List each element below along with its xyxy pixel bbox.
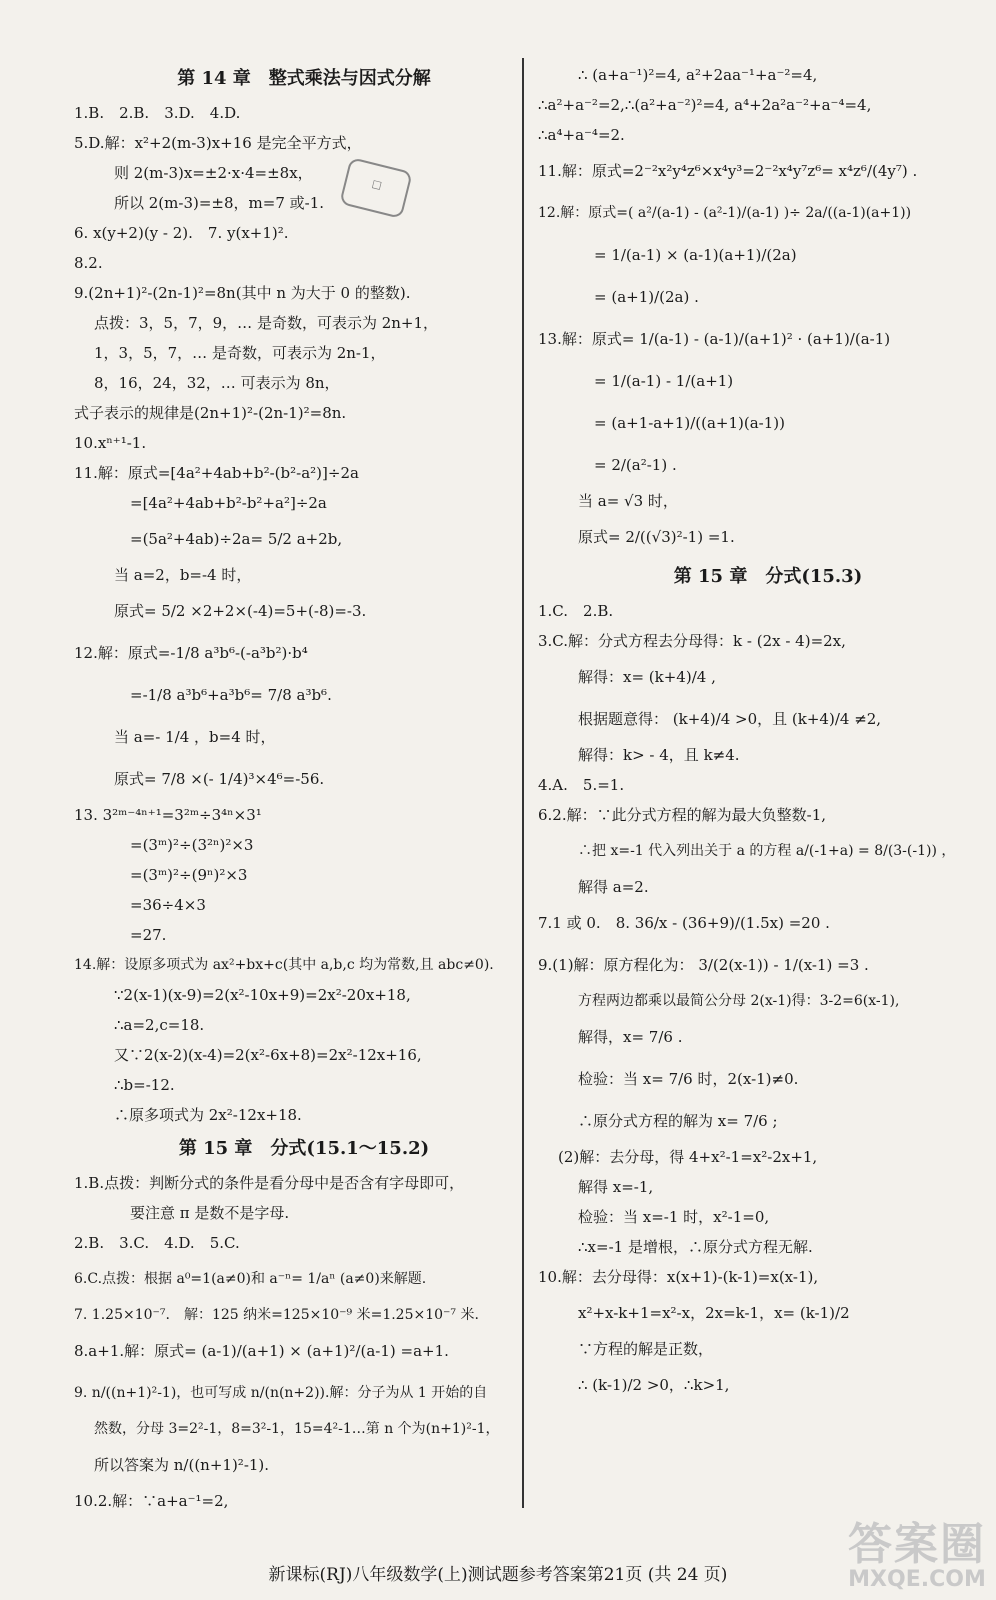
right-column <box>538 60 996 1406</box>
answer-line: 11.解：原式=2⁻²x²y⁴z⁶×x⁴y³=2⁻²x⁴y⁷z⁶= x⁴z⁶/(4y⁷) . <box>538 162 918 180</box>
answer-line: 6.C.点拨：根据 a⁰=1(a≠0)和 a⁻ⁿ= 1/aⁿ (a≠0)来解题. <box>74 1271 427 1287</box>
answer-line: ∴a=2,c=18. <box>114 1016 205 1034</box>
watermark-url: MXQE.COM <box>848 1567 986 1592</box>
answer-line: x²+x-k+1=x²-x，2x=k-1，x= (k-1)/2 <box>578 1304 850 1322</box>
answer-line: 所以 2(m-3)=±8，m=7 或-1. <box>114 194 325 212</box>
chapter14-heading: 第 14 章 整式乘法与因式分解 <box>177 68 431 89</box>
answer-line: =36÷4×3 <box>130 896 206 914</box>
answer-line: 7. 1.25×10⁻⁷. 解：125 纳米=125×10⁻⁹ 米=1.25×10⁻⁷ 米. <box>74 1307 479 1323</box>
answer-line: 1.B. 2.B. 3.D. 4.D. <box>74 104 241 122</box>
answer-line: 原式= 7/8 ×(- 1/4)³×4⁶=-56. <box>114 770 325 788</box>
answer-line: ∴b=-12. <box>114 1076 175 1094</box>
answer-line: 2.B. 3.C. 4.D. 5.C. <box>74 1234 240 1252</box>
answer-line: 8，16，24，32，… 可表示为 8n， <box>94 374 340 392</box>
answer-line: 9. n/((n+1)²-1)，也可写成 n/(n(n+2)).解：分子为从 1 开始的自 <box>74 1385 488 1401</box>
answer-line: ∴ (k-1)/2 >0，∴k>1, <box>578 1376 730 1394</box>
answer-line: 10.2.解：∵a+a⁻¹=2, <box>74 1492 229 1510</box>
answer-line: 12.解：原式=( a²/(a-1) - (a²-1)/(a-1) )÷ 2a/((a-1)(a+1)) <box>538 205 912 221</box>
watermark-text: 答案圈 <box>848 1519 986 1570</box>
answer-line: 11.解：原式=[4a²+4ab+b²-(b²-a²)]÷2a <box>74 464 359 482</box>
answer-line: 检验：当 x= 7/6 时，2(x-1)≠0. <box>578 1070 799 1088</box>
answer-line: 式子表示的规律是(2n+1)²-(2n-1)²=8n. <box>74 404 347 422</box>
answer-line: 原式= 5/2 ×2+2×(-4)=5+(-8)=-3. <box>114 602 367 620</box>
answer-line: ∴ (a+a⁻¹)²=4, a²+2aa⁻¹+a⁻²=4, <box>578 66 818 84</box>
answer-line: 然数，分母 3=2²-1，8=3²-1，15=4²-1…第 n 个为(n+1)²-1， <box>94 1421 500 1437</box>
answer-line: 解得 x=-1, <box>578 1178 654 1196</box>
answer-line: 检验：当 x=-1 时，x²-1=0, <box>578 1208 770 1226</box>
answer-line: 又∵2(x-2)(x-4)=2(x²-6x+8)=2x²-12x+16, <box>114 1046 422 1064</box>
answer-line: ∵方程的解是正数， <box>578 1340 714 1358</box>
answer-line: 5.D.解：x²+2(m-3)x+16 是完全平方式， <box>74 134 362 152</box>
answer-line: = 2/(a²-1) . <box>594 456 677 474</box>
answer-line: 解得，x= 7/6 . <box>578 1028 683 1046</box>
answer-line: 要注意 π 是数不是字母. <box>130 1204 290 1222</box>
answer-line: =-1/8 a³b⁶+a³b⁶= 7/8 a³b⁶. <box>130 686 332 704</box>
answer-line: 解得：x= (k+4)/4 , <box>578 668 716 686</box>
answer-line: ∴原多项式为 2x²-12x+18. <box>114 1106 302 1124</box>
page-footer: 新课标(RJ)八年级数学(上)测试题参考答案第21页 (共 24 页) <box>268 1565 728 1585</box>
answer-line: =(3ᵐ)²÷(9ⁿ)²×3 <box>130 866 248 884</box>
answer-line: =(5a²+4ab)÷2a= 5/2 a+2b, <box>130 530 343 548</box>
answer-line: 10.xⁿ⁺¹-1. <box>74 434 147 452</box>
answer-line: 当 a= √3 时， <box>578 492 678 510</box>
answer-line: ∴x=-1 是增根，∴原分式方程无解. <box>578 1238 813 1256</box>
left-column <box>74 60 534 1516</box>
answer-line: 1，3，5，7，… 是奇数，可表示为 2n-1， <box>94 344 386 362</box>
answer-line: ∵2(x-1)(x-9)=2(x²-10x+9)=2x²-20x+18, <box>114 986 411 1004</box>
answer-line: 1.C. 2.B. <box>538 602 614 620</box>
watermark-logo <box>848 1519 986 1592</box>
answer-line: 13.解：原式= 1/(a-1) - (a-1)/(a+1)² · (a+1)/(a-1) <box>538 330 891 348</box>
answer-line: ∴a⁴+a⁻⁴=2. <box>538 126 625 144</box>
answer-line: 方程两边都乘以最简公分母 2(x-1)得：3-2=6(x-1), <box>578 993 900 1009</box>
answer-line: = 1/(a-1) - 1/(a+1) <box>594 372 734 390</box>
answer-line: 4.A. 5.=1. <box>538 776 625 794</box>
answer-line: 8.a+1.解：原式= (a-1)/(a+1) × (a+1)²/(a-1) =a+1. <box>74 1342 449 1360</box>
answer-line: 12.解：原式=-1/8 a³b⁶-(-a³b²)·b⁴ <box>74 644 308 662</box>
answer-line: 6. x(y+2)(y - 2). 7. y(x+1)². <box>74 224 289 242</box>
answer-line: 根据题意得： (k+4)/4 >0，且 (k+4)/4 ≠2, <box>578 710 882 728</box>
stamp-mark: ☐ <box>339 157 413 219</box>
answer-line: 则 2(m-3)x=±2·x·4=±8x， <box>114 164 313 182</box>
answer-line: 当 a=2，b=-4 时， <box>114 566 252 584</box>
answer-line: (2)解：去分母，得 4+x²-1=x²-2x+1, <box>558 1148 818 1166</box>
answer-line: 3.C.解：分式方程去分母得：k - (2x - 4)=2x, <box>538 632 846 650</box>
answer-line: 6.2.解：∵此分式方程的解为最大负整数-1, <box>538 806 827 824</box>
answer-line: =[4a²+4ab+b²-b²+a²]÷2a <box>130 494 327 512</box>
answer-line: 9.(1)解：原方程化为： 3/(2(x-1)) - 1/(x-1) =3 . <box>538 956 869 974</box>
answer-line: 8.2. <box>74 254 103 272</box>
answer-line: 所以答案为 n/((n+1)²-1). <box>94 1456 270 1474</box>
answer-line: 1.B.点拨：判断分式的条件是看分母中是否含有字母即可， <box>74 1174 465 1192</box>
answer-line: = 1/(a-1) × (a-1)(a+1)/(2a) <box>594 246 797 264</box>
answer-line: 当 a=- 1/4 ，b=4 时， <box>114 728 276 746</box>
answer-line: 原式= 2/((√3)²-1) =1. <box>578 528 735 546</box>
chapter15-heading-a: 第 15 章 分式(15.1～15.2) <box>178 1138 430 1159</box>
answer-line: 点拨：3，5，7，9，… 是奇数，可表示为 2n+1， <box>94 314 439 332</box>
answer-line: 13. 3²ᵐ⁻⁴ⁿ⁺¹=3²ᵐ÷3⁴ⁿ×3¹ <box>74 806 262 824</box>
answer-line: 解得：k> - 4，且 k≠4. <box>578 746 740 764</box>
answer-line: 9.(2n+1)²-(2n-1)²=8n(其中 n 为大于 0 的整数). <box>74 284 411 302</box>
answer-line: ∴a²+a⁻²=2,∴(a²+a⁻²)²=4, a⁴+2a²a⁻²+a⁻⁴=4, <box>538 96 872 114</box>
answer-line: =27. <box>130 926 167 944</box>
chapter15-heading-b: 第 15 章 分式(15.3) <box>673 566 863 587</box>
answer-line: 10.解：去分母得：x(x+1)-(k-1)=x(x-1), <box>538 1268 819 1286</box>
answer-line: 7.1 或 0. 8. 36/x - (36+9)/(1.5x) =20 . <box>538 914 830 932</box>
answer-line: ∴原分式方程的解为 x= 7/6 ; <box>578 1112 778 1130</box>
answer-line: = (a+1-a+1)/((a+1)(a-1)) <box>594 414 785 432</box>
answer-line: = (a+1)/(2a) . <box>594 288 699 306</box>
answer-line: 14.解：设原多项式为 ax²+bx+c(其中 a,b,c 均为常数,且 abc≠0). <box>74 957 494 973</box>
answer-line: 解得 a=2. <box>578 878 649 896</box>
answer-line: ∴把 x=-1 代入列出关于 a 的方程 a/(-1+a) = 8/(3-(-1)) ， <box>578 843 956 859</box>
answer-line: =(3ᵐ)²÷(3²ⁿ)²×3 <box>130 836 254 854</box>
